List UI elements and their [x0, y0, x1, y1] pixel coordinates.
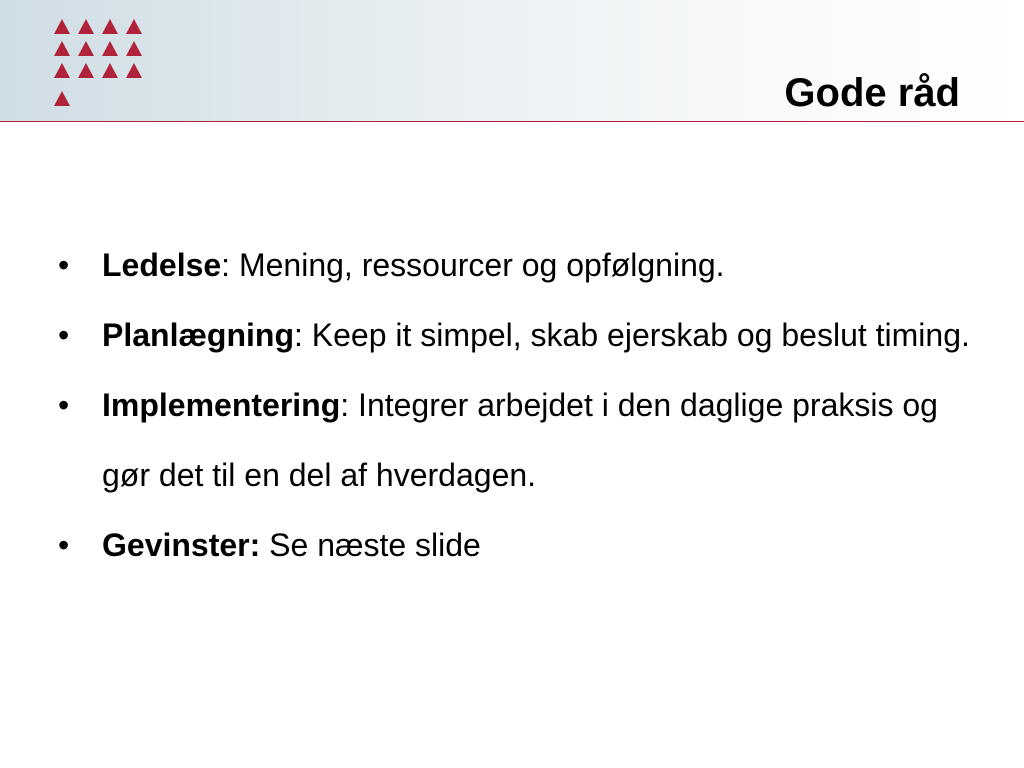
bullet-item-ledelse: [58, 230, 978, 300]
bullet-item-gevinster: [58, 510, 978, 580]
bullet-item-implementering: [58, 370, 978, 510]
bullet-text: : Integrer arbejdet i den daglige praksis og gør det til en del af hverdagen.: [102, 387, 938, 493]
slide-content: [58, 230, 978, 580]
bullet-text: Se næste slide: [260, 527, 481, 563]
bullet-term: Ledelse: [102, 247, 222, 283]
bullet-term: Implementering: [102, 387, 341, 423]
bullet-icon: •: [58, 317, 70, 353]
bullet-text: : Keep it simpel, skab ejerskab og beslut timing.: [294, 317, 970, 353]
bullet-icon: •: [58, 247, 70, 283]
bullet-item-planlaegning: [58, 300, 978, 370]
triangle-grid-logo-icon: [52, 16, 148, 110]
bullet-icon: •: [58, 387, 70, 423]
slide-title: Gode råd: [784, 71, 960, 115]
bullet-term: Planlægning: [102, 317, 294, 353]
header-divider: [0, 121, 1024, 122]
bullet-term: Gevinster:: [102, 527, 261, 563]
bullet-icon: •: [58, 527, 70, 563]
bullet-text: : Mening, ressourcer og opfølgning.: [221, 247, 725, 283]
bullet-list: [58, 230, 978, 580]
